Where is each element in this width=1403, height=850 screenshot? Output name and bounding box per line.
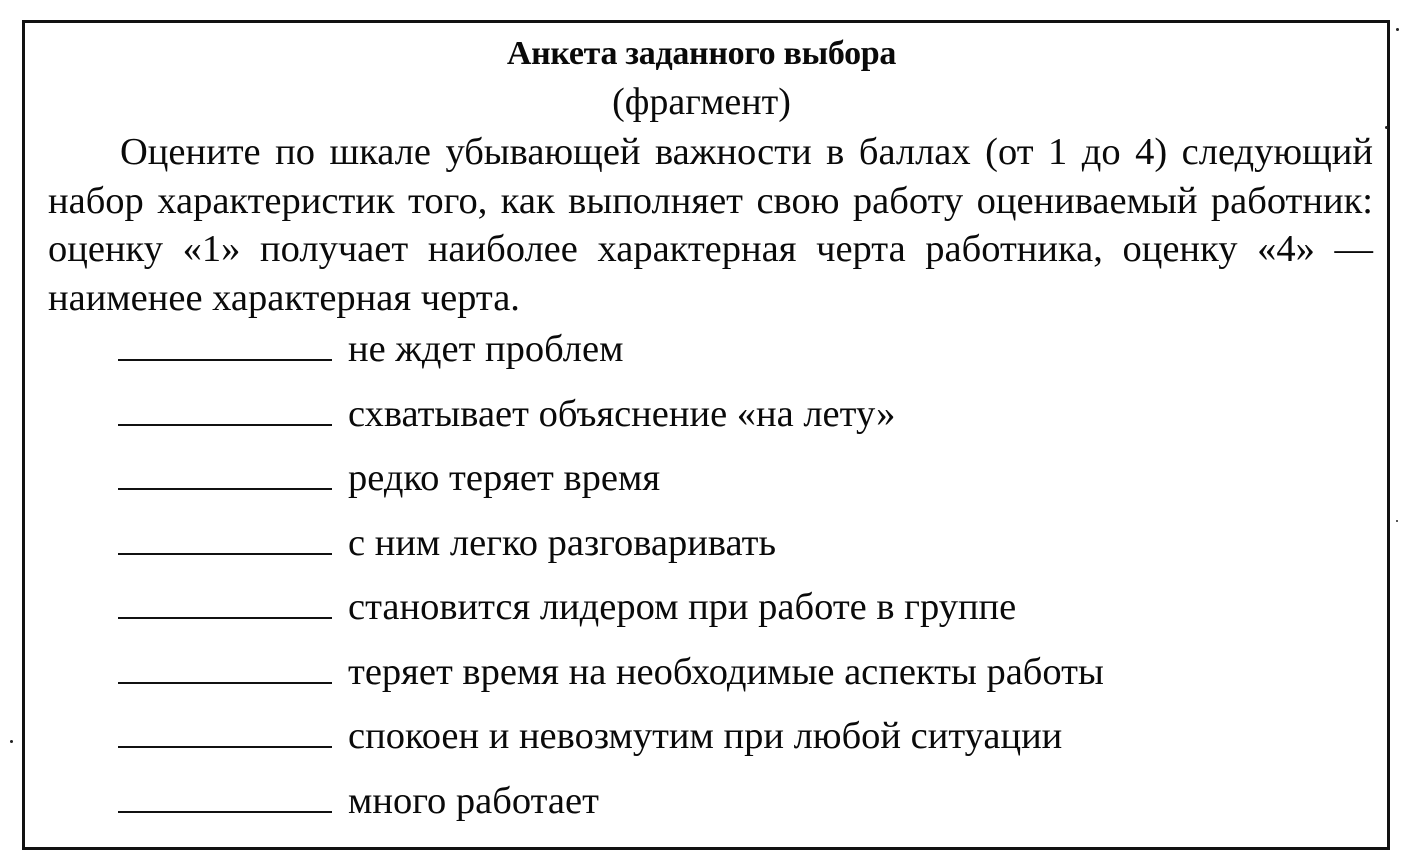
rating-blank[interactable] — [118, 460, 332, 490]
questionnaire-subtitle: (фрагмент) — [612, 81, 791, 123]
rating-item-label: с ним легко разговаривать — [348, 521, 777, 564]
rating-blank[interactable] — [118, 654, 332, 684]
scan-speck — [1396, 28, 1399, 31]
rating-item — [118, 583, 1104, 648]
rating-item-list — [118, 325, 1104, 841]
rating-item-label: теряет время на необходимые аспекты работы — [348, 650, 1104, 693]
rating-blank[interactable] — [118, 331, 332, 361]
rating-item — [118, 454, 1104, 519]
rating-item — [118, 519, 1104, 584]
rating-item-label: много работает — [348, 779, 599, 822]
rating-blank[interactable] — [118, 783, 332, 813]
rating-blank[interactable] — [118, 396, 332, 426]
scan-speck — [10, 740, 13, 743]
scan-speck — [1396, 520, 1398, 522]
questionnaire-title: Анкета заданного выбора — [506, 35, 897, 72]
scan-speck — [1385, 126, 1388, 129]
rating-item — [118, 648, 1104, 713]
rating-blank[interactable] — [118, 525, 332, 555]
instruction-paragraph: Оцените по шкале убывающей важности в баллах (от 1 до 4) следующий набор характеристик того, как выполняет свою работу оцениваемый работник: оценку «1» получает наиболее характерная черта работника, оценку «4» — наименее характерная черта. — [48, 131, 1373, 319]
rating-item-label: становится лидером при работе в группе — [348, 586, 1017, 628]
rating-item — [118, 325, 1104, 390]
rating-blank[interactable] — [118, 589, 332, 619]
rating-item-label: схватывает объяснение «на лету» — [348, 392, 896, 435]
rating-item-label: спокоен и невозмутим при любой ситуации — [348, 715, 1063, 757]
rating-item — [118, 777, 1104, 842]
rating-item — [118, 390, 1104, 455]
rating-item — [118, 712, 1104, 777]
rating-blank[interactable] — [118, 718, 332, 748]
rating-item-label: не ждет проблем — [348, 328, 624, 370]
rating-item-label: редко теряет время — [348, 457, 661, 499]
